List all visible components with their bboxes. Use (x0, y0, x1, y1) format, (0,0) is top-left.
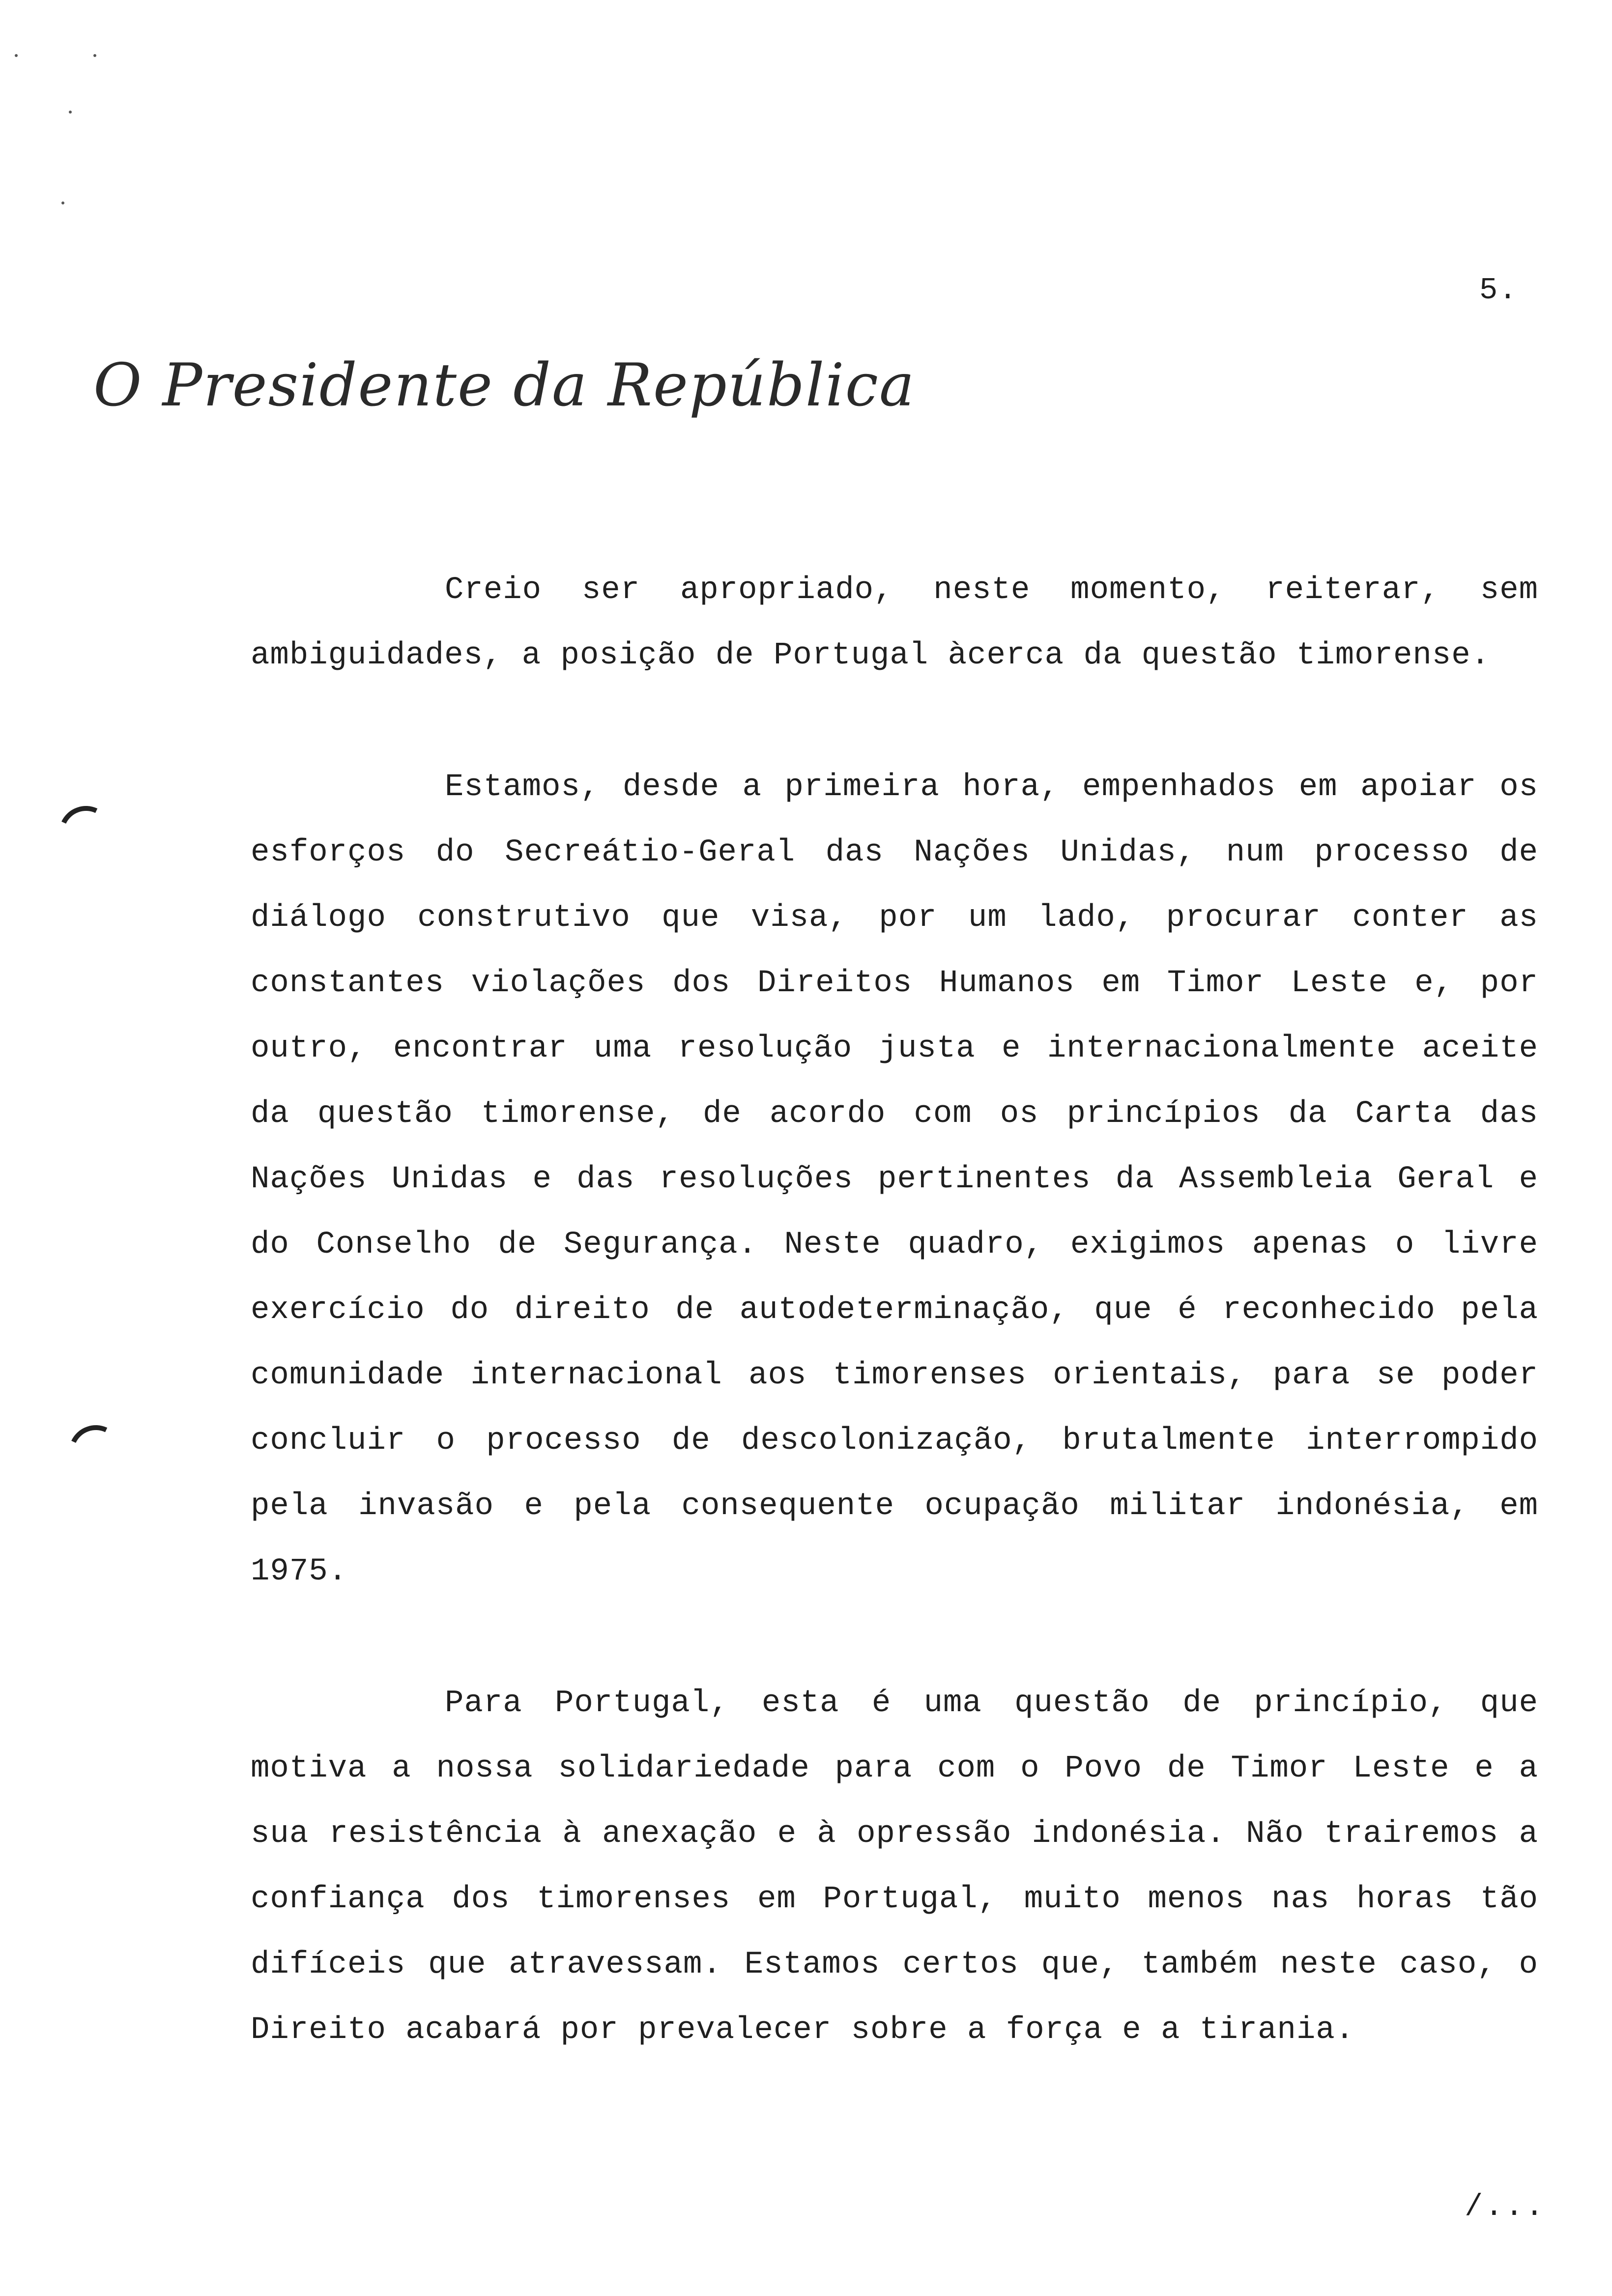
continuation-mark: /... (1465, 2189, 1546, 2224)
letterhead-title: O Presidente da República (93, 351, 916, 420)
document-body (251, 558, 1538, 2129)
punch-hole (52, 799, 121, 868)
page-number: 5. (1479, 273, 1518, 308)
paragraph: Creio ser apropriado, neste momento, reiterar, sem ambiguidades, a posição de Portugal àcerca da questão timorense. (251, 573, 1538, 673)
paragraph: Estamos, desde a primeira hora, empenhados em apoiar os esforços do Secreátio-Geral das Nações Unidas, num processo de diálogo construtivo que visa, por um lado, procurar conter as constantes violações dos Direitos Humanos em Timor Leste e, por outro, encontrar uma resolução justa e internacionalmente aceite da questão timorense, de acordo com os princípios da Carta das Nações Unidas e das resoluções pertinentes da Assembleia Geral e do Conselho de Segurança. Neste quadro, exigimos apenas o livre exercício do direito de autodeterminação, que é reconhecido pela comunidade internacional aos timorenses orientais, para se poder concluir o processo de descolonização, brutalmente interrompido pela invasão e pela consequente ocupação militar indonésia, em 1975. (251, 770, 1538, 1589)
paragraph: Para Portugal, esta é uma questão de princípio, que motiva a nossa solidariedade para com o Povo de Timor Leste e a sua resistência à anexação e à opressão indonésia. Não trairemos a confiança dos timorenses em Portugal, muito menos nas horas tão difíceis que atravessam. Estamos certos que, também neste caso, o Direito acabará por prevalecer sobre a força e a tirania. (251, 1686, 1538, 2048)
punch-hole (61, 1418, 131, 1487)
scan-speck (15, 54, 18, 57)
scan-speck (61, 201, 64, 204)
scan-speck (93, 54, 96, 57)
scan-speck (69, 111, 72, 114)
